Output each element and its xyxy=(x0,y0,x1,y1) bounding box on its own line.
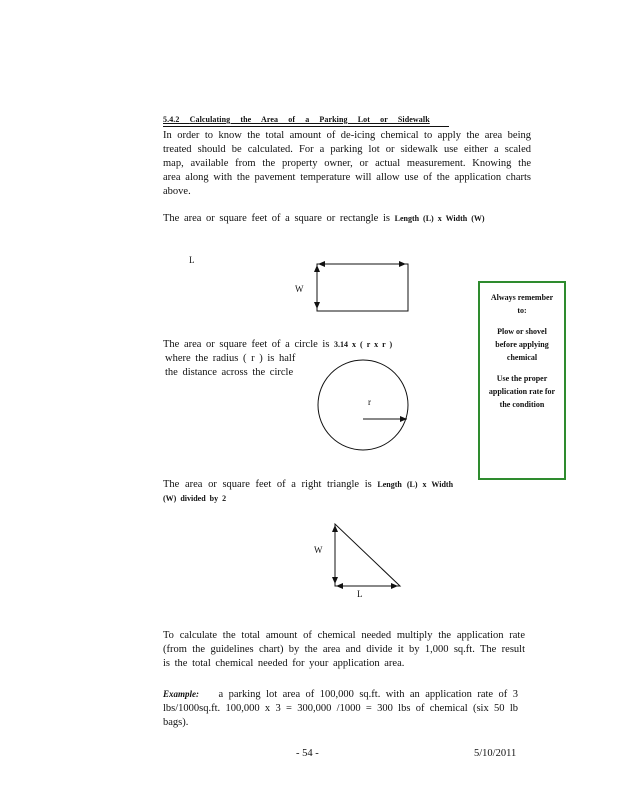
callout-line-1: Always remember to: xyxy=(490,293,554,315)
callout-line-3: Use the proper application rate for the condition xyxy=(488,374,556,409)
circle-text: The area or square feet of a circle is xyxy=(163,339,330,350)
example-paragraph xyxy=(163,687,518,730)
rectangle-shape xyxy=(317,264,408,311)
rectangle-label-l: L xyxy=(189,255,195,265)
footer-date: 5/10/2011 xyxy=(474,748,517,759)
triangle-label-w: W xyxy=(314,545,323,555)
triangle-text: The area or square feet of a right triangle is xyxy=(163,479,372,490)
circle-shape xyxy=(318,360,408,450)
rectangle-text: The area or square feet of a square or rectangle is xyxy=(163,213,390,224)
circle-description-continued: where the radius ( r ) is half the distance across the circle xyxy=(165,353,296,378)
reminder-callout xyxy=(478,281,566,480)
rectangle-formula: Length (L) x Width (W) xyxy=(394,214,485,223)
circle-label-r: r xyxy=(368,397,371,407)
example-text: a parking lot area of 100,000 sq.ft. with an application rate of 3 lbs/1000sq.ft. 100,000 x 3 = 300,000 /1000 = 300 lbs of chemical (six 50 lb bags). xyxy=(163,689,518,728)
triangle-label-l: L xyxy=(357,589,363,599)
triangle-formula: Length (L) x Width (W) divided by 2 xyxy=(163,480,454,503)
total-paragraph: To calculate the total amount of chemical needed multiply the application rate (from the guidelines chart) by the area and divide it by 1,000 sq.ft. The result is the total chemical needed for your application area. xyxy=(163,630,525,669)
example-label: Example: xyxy=(163,689,199,699)
rectangle-label-w: W xyxy=(295,284,304,294)
section-title: Calculating the Area of a Parking Lot or Sidewalk xyxy=(189,115,430,124)
section-number: 5.4.2 xyxy=(163,115,180,124)
intro-paragraph: In order to know the total amount of de-icing chemical to apply the area being treated should be calculated. For a parking lot or sidewalk use either a scaled map, available from the property owner, or actual measurement. Knowing the area along with the pavement temperature will allow use of the application charts above. xyxy=(163,130,531,197)
triangle-shape xyxy=(335,524,400,586)
page-number: - 54 - xyxy=(296,748,319,759)
callout-line-2: Plow or shovel before applying chemical xyxy=(495,327,549,362)
circle-formula: 3.14 x ( r x r ) xyxy=(334,340,393,349)
